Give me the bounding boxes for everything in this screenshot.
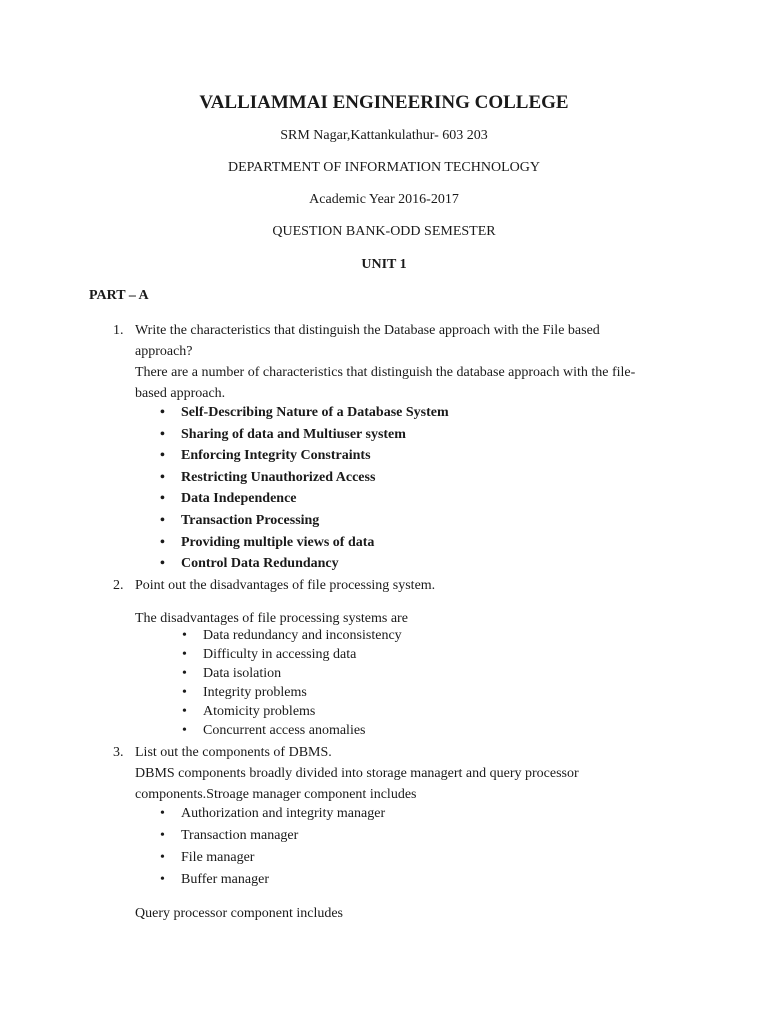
list-item: • Authorization and integrity manager xyxy=(157,803,385,825)
list-item: • Sharing of data and Multiuser system xyxy=(157,424,449,446)
unit-title: UNIT 1 xyxy=(361,257,407,272)
question-text xyxy=(135,320,680,362)
college-address: SRM Nagar,Kattankulathur- 603 203 xyxy=(280,128,488,143)
list-item: • Transaction manager xyxy=(157,825,385,847)
list-item: • Data redundancy and inconsistency xyxy=(179,626,402,645)
list-item: • Self-Describing Nature of a Database System xyxy=(157,402,449,424)
list-item: • Difficulty in accessing data xyxy=(179,645,402,664)
list-item: • Data Independence xyxy=(157,488,449,510)
list-item: • Providing multiple views of data xyxy=(157,532,449,554)
department-name: DEPARTMENT OF INFORMATION TECHNOLOGY xyxy=(228,160,540,175)
question-bank-title: QUESTION BANK-ODD SEMESTER xyxy=(272,224,496,239)
question-number: 1. xyxy=(113,323,124,338)
college-name: VALLIAMMAI ENGINEERING COLLEGE xyxy=(199,92,569,113)
question-text: List out the components of DBMS. xyxy=(135,745,332,760)
answer-line: DBMS components broadly divided into storage managert and query processor xyxy=(135,766,579,781)
question-line: approach? xyxy=(135,344,193,359)
list-item: • Restricting Unauthorized Access xyxy=(157,467,449,489)
list-item: • Atomicity problems xyxy=(179,702,402,721)
answer-2-intro: The disadvantages of file processing systems are xyxy=(135,611,408,626)
question-text: Point out the disadvantages of file processing system. xyxy=(135,578,436,593)
answer-3-bullets xyxy=(157,803,385,891)
question-number: 2. xyxy=(113,578,124,593)
answer-2-bullets xyxy=(179,626,402,740)
answer-line: based approach. xyxy=(135,386,226,401)
answer-1-bullets xyxy=(157,402,449,575)
list-item: • Transaction Processing xyxy=(157,510,449,532)
answer-line: components.Stroage manager component includes xyxy=(135,787,417,802)
list-item: • Buffer manager xyxy=(157,869,385,891)
answer-line: There are a number of characteristics that distinguish the database approach with the file- xyxy=(135,365,636,380)
list-item: • Control Data Redundancy xyxy=(157,553,449,575)
answer-3-text xyxy=(135,763,685,805)
query-processor-intro: Query processor component includes xyxy=(135,906,343,921)
part-heading: PART – A xyxy=(89,288,149,303)
list-item: • Enforcing Integrity Constraints xyxy=(157,445,449,467)
list-item: • Concurrent access anomalies xyxy=(179,721,402,740)
list-item: • Integrity problems xyxy=(179,683,402,702)
list-item: • File manager xyxy=(157,847,385,869)
question-line: Write the characteristics that distinguish the Database approach with the File based xyxy=(135,323,600,338)
list-item: • Data isolation xyxy=(179,664,402,683)
question-number: 3. xyxy=(113,745,124,760)
academic-year: Academic Year 2016-2017 xyxy=(309,192,459,207)
answer-1-text xyxy=(135,362,685,404)
